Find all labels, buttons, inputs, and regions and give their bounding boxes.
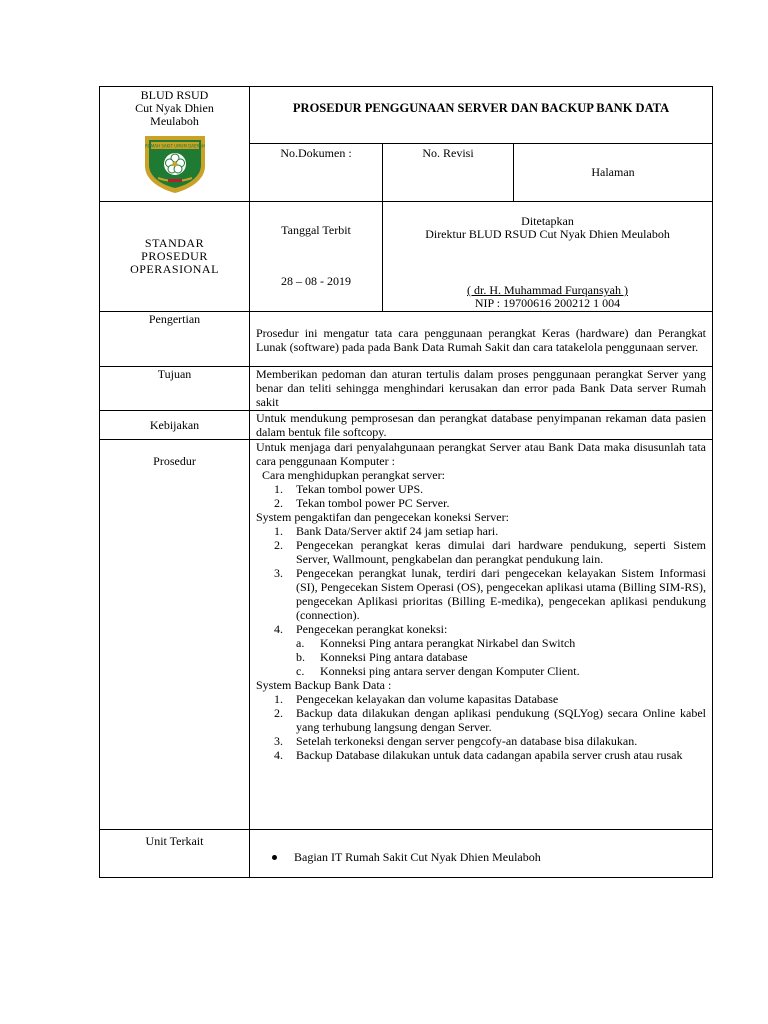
bullet-icon xyxy=(272,855,277,860)
list-item: 4. Backup Database dilakukan untuk data cadangan apabila server crush atau rusak xyxy=(274,748,683,762)
signatory-nip: NIP : 19700616 200212 1 004 xyxy=(474,296,621,310)
kebijakan-label: Kebijakan xyxy=(149,418,200,432)
sop-label-line1: STANDAR xyxy=(144,236,205,250)
unit-terkait-cell xyxy=(250,830,713,878)
list-item: 2. Backup data dilakukan dengan aplikasi pendukung (SQLYog) secara Online kabel yang terhubung langsung dengan Server. xyxy=(274,706,707,734)
no-revisi-cell xyxy=(383,144,514,202)
no-dokumen-cell xyxy=(250,144,383,202)
direktur-title: Direktur BLUD RSUD Cut Nyak Dhien Meulaboh xyxy=(425,227,670,241)
list-item: 2. Pengecekan perangkat keras dimulai dari hardware pendukung, seperti Sistem Server, Wallmount, pengkabelan dan perangkat pendukung lain. xyxy=(274,538,707,566)
ditetapkan-cell xyxy=(383,202,713,312)
tujuan-label: Tujuan xyxy=(157,367,192,381)
unit-terkait-item: Bagian IT Rumah Sakit Cut Nyak Dhien Meulaboh xyxy=(250,850,712,864)
list-item: 1. Pengecekan kelayakan dan volume kapasitas Database xyxy=(274,692,559,706)
org-cell xyxy=(100,87,250,202)
prosedur-intro: Untuk menjaga dari penyalahgunaan perangkat Server atau Bank Data maka disusunlah tata cara penggunaan Komputer : xyxy=(256,440,707,468)
kebijakan-label-cell xyxy=(100,411,250,440)
pengertian-label: Pengertian xyxy=(148,312,201,326)
pengertian-text-cell xyxy=(250,312,713,367)
logo-text: RUMAH SAKIT UMUM DAERAH xyxy=(144,143,205,149)
hospital-emblem-icon xyxy=(142,132,208,194)
unit-terkait-label-cell xyxy=(100,830,250,878)
unit-terkait-label: Unit Terkait xyxy=(145,834,204,848)
tujuan-text: Memberikan pedoman dan aturan tertulis dalam proses penggunaan perangkat Server yang benar dan teliti sehingga menghindari kerusakan dan error pada Bank Data server Rumah sakit xyxy=(256,367,707,409)
list-item: b. Konneksi Ping antara database xyxy=(296,650,468,664)
list-item: 1. Bank Data/Server aktif 24 jam setiap hari. xyxy=(274,524,499,538)
prosedur-sec3-title: System Backup Bank Data : xyxy=(256,678,392,692)
halaman-cell xyxy=(514,144,713,202)
list-item: 2. Tekan tombol power PC Server. xyxy=(274,496,450,510)
sop-label-line3: OPERASIONAL xyxy=(130,262,219,276)
signatory-name: ( dr. H. Muhammad Furqansyah ) xyxy=(467,283,628,297)
sop-label-line2: PROSEDUR xyxy=(141,249,208,263)
list-item: 4. Pengecekan perangkat koneksi: a. Konneksi Ping antara perangkat Nirkabel dan Switch b. Konneksi Ping antara database c. Konneksi ping antara server dengan Komputer Client. xyxy=(274,622,706,678)
pengertian-text: Prosedur ini mengatur tata cara penggunaan perangkat Keras (hardware) dan Perangkat Lunak (software) pada pada Bank Data Rumah Sakit dan cara tatakelola penggunaan server. xyxy=(256,326,707,354)
kebijakan-text-cell xyxy=(250,411,713,440)
tujuan-label-cell xyxy=(100,367,250,411)
org-line1: BLUD RSUD xyxy=(140,88,209,102)
list-item: c. Konneksi ping antara server dengan Komputer Client. xyxy=(296,664,580,678)
tanggal-terbit-label: Tanggal Terbit xyxy=(281,223,351,237)
prosedur-label-cell xyxy=(100,440,250,830)
tanggal-terbit-cell xyxy=(250,202,383,312)
prosedur-sec2-sublist xyxy=(296,636,706,678)
list-item: 1. Tekan tombol power UPS. xyxy=(274,482,424,496)
prosedur-sec2-list xyxy=(250,524,712,678)
tanggal-terbit-value: 28 – 08 - 2019 xyxy=(281,274,351,288)
prosedur-sec1-title: Cara menghidupkan perangkat server: xyxy=(256,468,445,482)
pengertian-label-cell xyxy=(100,312,250,367)
tujuan-text-cell xyxy=(250,367,713,411)
halaman-label: Halaman xyxy=(591,165,635,179)
org-line3: Meulaboh xyxy=(150,114,199,128)
hospital-logo xyxy=(100,132,249,194)
prosedur-sec1-list xyxy=(250,482,712,510)
prosedur-text-cell xyxy=(250,440,713,830)
list-item: 3. Pengecekan perangkat lunak, terdiri dari pengecekan kelayakan Sistem Informasi (SI), Pengecekan Sistem Operasi (OS), pengecekan aplikasi utama (Billing SIM-RS), pengecekan Aplikasi prioritas (Billing E-medika), pengecekan aplikasi pendukung (connection). xyxy=(274,566,707,622)
prosedur-sec3-list xyxy=(250,692,712,762)
no-revisi-label: No. Revisi xyxy=(422,146,474,160)
list-item: a. Konneksi Ping antara perangkat Nirkabel dan Switch xyxy=(296,636,576,650)
sop-table xyxy=(99,86,713,878)
org-line2: Cut Nyak Dhien xyxy=(135,101,214,115)
no-dokumen-label: No.Dokumen : xyxy=(280,146,352,160)
prosedur-label: Prosedur xyxy=(153,454,196,468)
ditetapkan-label: Ditetapkan xyxy=(521,214,574,228)
doc-title-cell xyxy=(250,87,713,144)
sop-label-cell xyxy=(100,202,250,312)
doc-title: PROSEDUR PENGGUNAAN SERVER DAN BACKUP BANK DATA xyxy=(292,101,670,115)
list-item: 3. Setelah terkoneksi dengan server pengcofy-an database bisa dilakukan. xyxy=(274,734,638,748)
prosedur-sec2-title: System pengaktifan dan pengecekan koneksi Server: xyxy=(256,510,509,524)
kebijakan-text: Untuk mendukung pemprosesan dan perangkat database penyimpanan rekaman data pasien dalam bentuk file softcopy. xyxy=(256,411,707,439)
